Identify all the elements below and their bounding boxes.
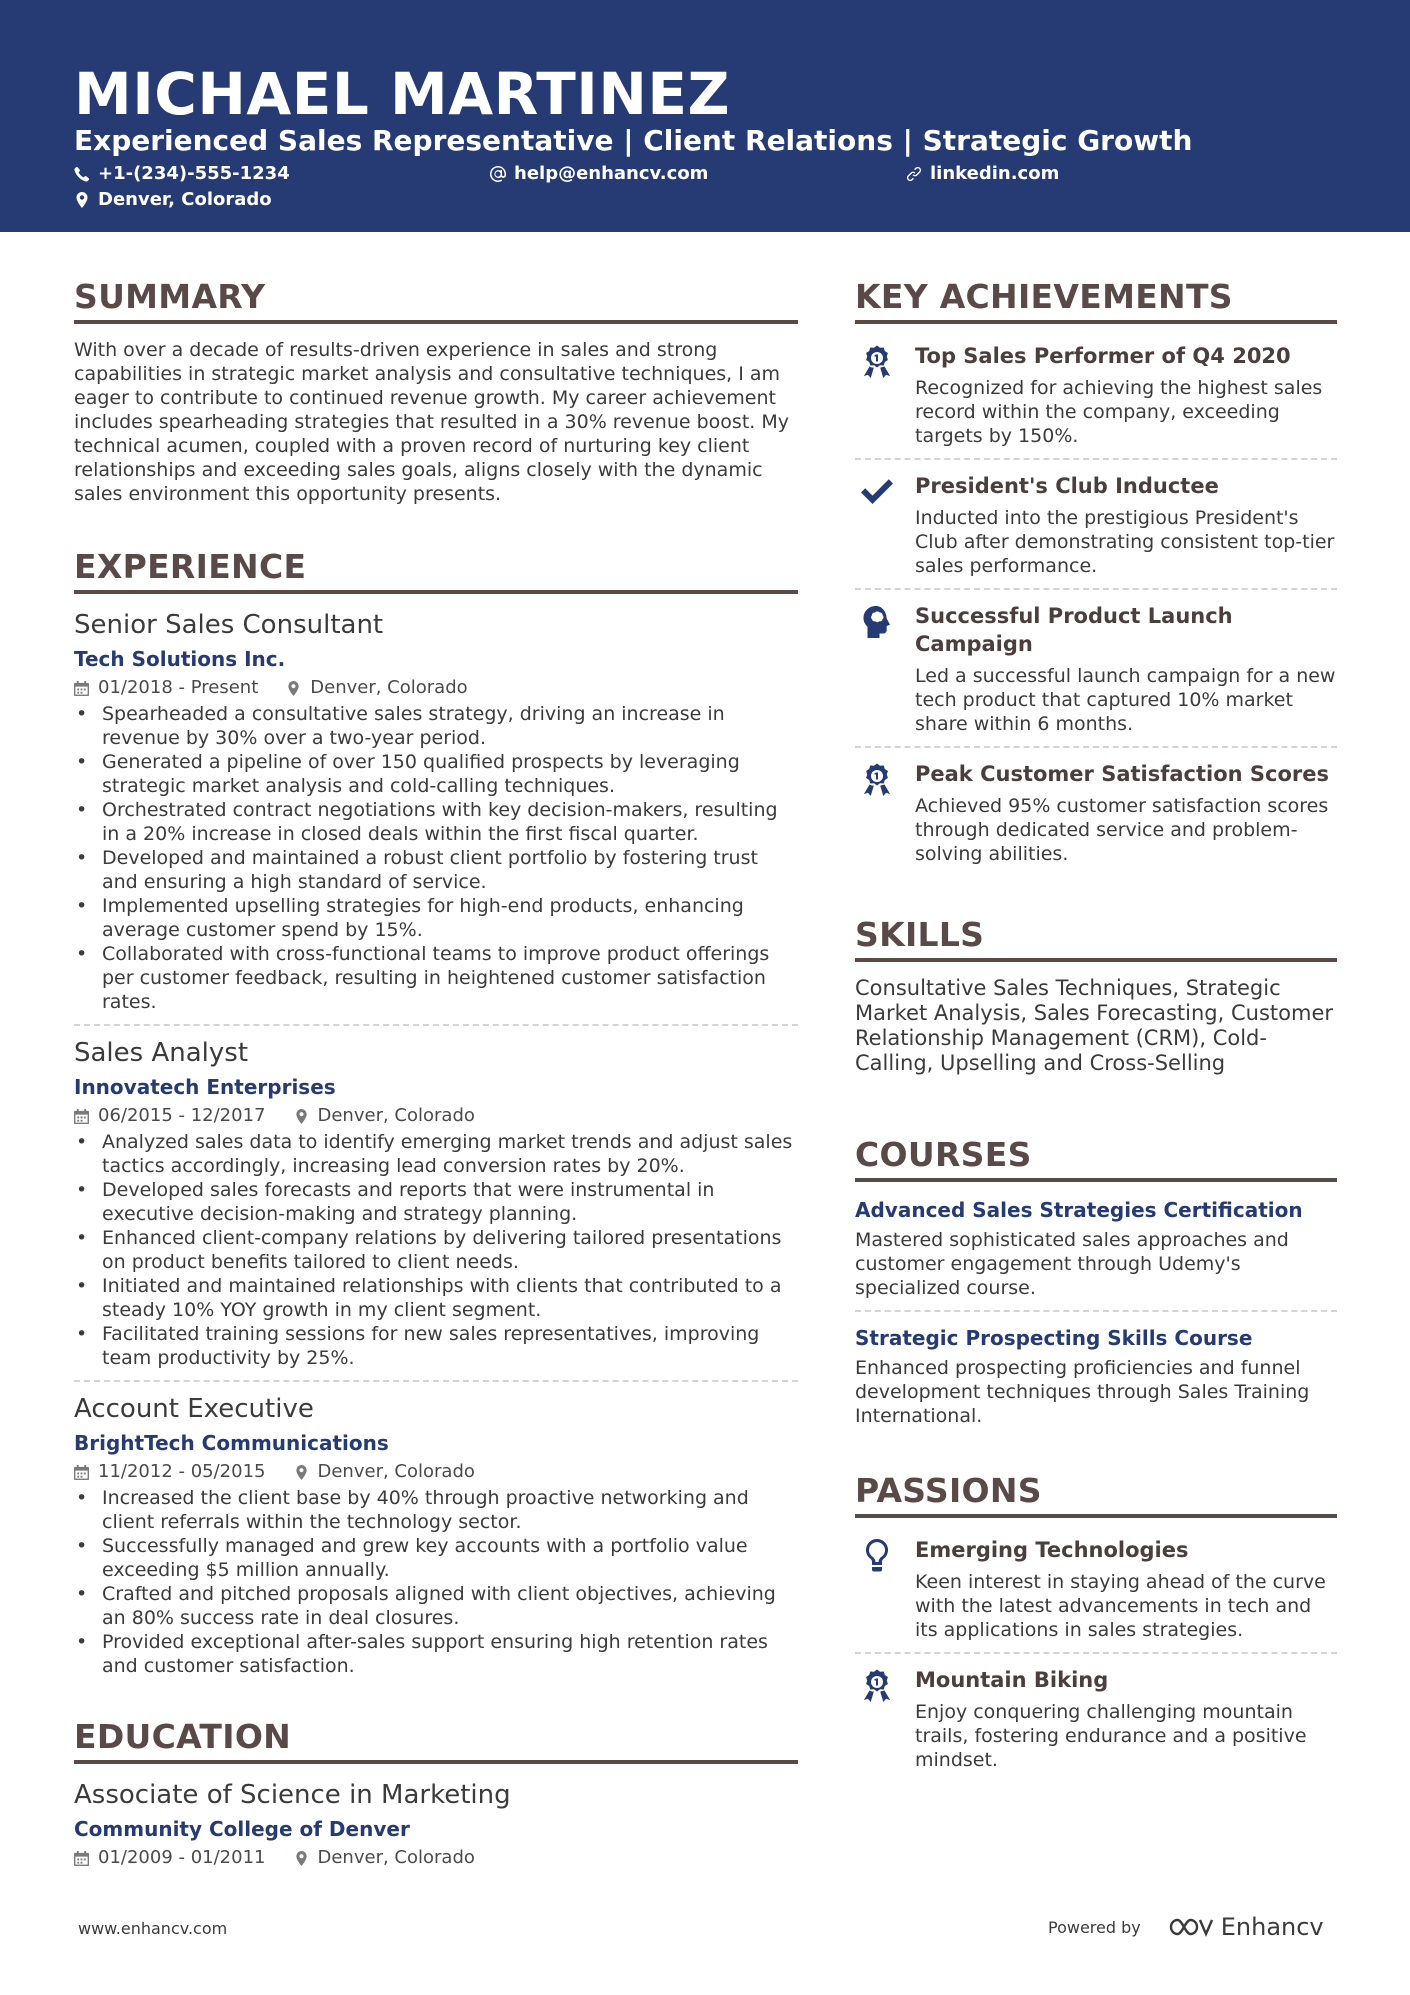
- list-item: • Collaborated with cross-functional teams to improve product offerings per customer feedback, resulting in heightened customer satisfaction rates.: [74, 942, 798, 1014]
- list-item: • Developed sales forecasts and reports that were instrumental in executive decision-making and strategy planning.: [74, 1178, 798, 1226]
- passion-item: [855, 1532, 1337, 1654]
- award-ribbon-icon: [859, 344, 895, 380]
- job-location: [286, 676, 467, 700]
- experience-item: [74, 1036, 798, 1382]
- link-icon: [906, 166, 922, 182]
- map-pin-icon: [74, 192, 90, 208]
- job-meta: [74, 1460, 798, 1484]
- section-title-summary: SUMMARY: [74, 274, 798, 324]
- map-pin-icon: [294, 1851, 309, 1866]
- achievement-desc: Led a successful launch campaign for a new tech product that captured 10% market share within 6 months.: [915, 665, 1336, 735]
- job-location-text: Denver, Colorado: [317, 1461, 475, 1482]
- achievement-item: [855, 338, 1337, 460]
- company-name: BrightTech Communications: [74, 1431, 389, 1455]
- job-dates: 01/2018 - Present: [98, 677, 259, 698]
- summary-section: [74, 274, 798, 506]
- award-ribbon-icon: [859, 762, 895, 798]
- footer-branding: [1048, 1913, 1324, 1941]
- phone-text: +1-(234)-555-1234: [98, 163, 290, 184]
- calendar-icon: [74, 1465, 89, 1480]
- list-item: • Crafted and pitched proposals aligned with client objectives, achieving an 80% success rate in deal closures.: [74, 1582, 798, 1630]
- achievement-desc: Recognized for achieving the highest sales record within the company, exceeding targets by 150%.: [915, 377, 1323, 447]
- skills-section: [855, 912, 1337, 1076]
- list-item: • Initiated and maintained relationships with clients that contributed to a steady 10% YOY growth in my client segment.: [74, 1274, 798, 1322]
- calendar-icon: [74, 1851, 89, 1866]
- course-desc: Mastered sophisticated sales approaches and customer engagement through Udemy's specialized course.: [855, 1229, 1289, 1299]
- resume-header: [0, 0, 1410, 232]
- job-title: Account Executive: [74, 1394, 314, 1424]
- list-item: • Increased the client base by 40% through proactive networking and client referrals within the technology sector.: [74, 1486, 798, 1534]
- achievement-title: President's Club Inductee: [915, 474, 1219, 498]
- course-title: Strategic Prospecting Skills Course: [855, 1326, 1253, 1350]
- section-title-key-achievements: KEY ACHIEVEMENTS: [855, 274, 1337, 324]
- map-pin-icon: [294, 1465, 309, 1480]
- achievement-item: [855, 460, 1337, 590]
- list-item: • Developed and maintained a robust client portfolio by fostering trust and ensuring a high standard of service.: [74, 846, 798, 894]
- passion-desc: Keen interest in staying ahead of the curve with the latest advancements in tech and its applications in sales strategies.: [915, 1571, 1326, 1641]
- list-item: • Implemented upselling strategies for high-end products, enhancing average customer spend by 15%.: [74, 894, 798, 942]
- checkmark-icon: [859, 474, 895, 510]
- contact-linkedin: [906, 162, 1059, 186]
- passion-desc: Enjoy conquering challenging mountain trails, fostering endurance and a positive mindset.: [915, 1701, 1307, 1771]
- company-name: Innovatech Enterprises: [74, 1075, 336, 1099]
- list-item: • Orchestrated contract negotiations with key decision-makers, resulting in a 20% increase in closed deals within the first fiscal quarter.: [74, 798, 798, 846]
- list-item: • Provided exceptional after-sales support ensuring high retention rates and customer satisfaction.: [74, 1630, 798, 1678]
- phone-icon: [74, 166, 90, 182]
- list-item: • Spearheaded a consultative sales strategy, driving an increase in revenue by 30% over a two-year period.: [74, 702, 798, 750]
- achievement-desc: Inducted into the prestigious President's Club after demonstrating consistent top-tier sales performance.: [915, 507, 1335, 577]
- passion-item: [855, 1654, 1337, 1782]
- company-name: Tech Solutions Inc.: [74, 647, 286, 671]
- education-section: [74, 1714, 798, 1870]
- section-title-experience: EXPERIENCE: [74, 544, 798, 594]
- brand-name: Enhancv: [1220, 1913, 1324, 1941]
- linkedin-link[interactable]: linkedin.com: [930, 163, 1060, 184]
- summary-text: With over a decade of results-driven experience in sales and strong capabilities in strategic market analysis and consultative techniques, I am eager to contribute to continued revenue growth. My career achievement includes spearheading strategies that resulted in a 30% revenue boost. My technical acumen, coupled with a proven record of nurturing key client relationships and exceeding sales goals, aligns closely with the dynamic sales environment this opportunity presents.: [74, 339, 789, 505]
- section-title-courses: COURSES: [855, 1132, 1337, 1182]
- achievement-item: [855, 748, 1337, 876]
- award-ribbon-icon: [859, 1668, 895, 1704]
- job-bullets: [74, 1486, 798, 1678]
- passion-title: Mountain Biking: [915, 1668, 1109, 1692]
- location-text: Denver, Colorado: [98, 189, 272, 210]
- list-item: • Generated a pipeline of over 150 qualified prospects by leveraging strategic market analysis and cold-calling techniques.: [74, 750, 798, 798]
- experience-item: [74, 608, 798, 1026]
- candidate-headline: Experienced Sales Representative | Client Relations | Strategic Growth: [74, 124, 1193, 157]
- enhancv-logo[interactable]: [1167, 1913, 1324, 1941]
- calendar-icon: [74, 681, 89, 696]
- lightbulb-icon: [859, 1538, 895, 1574]
- job-meta: [74, 676, 798, 700]
- map-pin-icon: [294, 1109, 309, 1124]
- candidate-name: MICHAEL MARTINEZ: [74, 60, 731, 128]
- list-item: • Facilitated training sessions for new sales representatives, improving team productivity by 25%.: [74, 1322, 798, 1370]
- job-dates: 11/2012 - 05/2015: [98, 1461, 266, 1482]
- section-title-passions: PASSIONS: [855, 1468, 1337, 1518]
- at-sign-icon: [490, 166, 506, 182]
- passion-title: Emerging Technologies: [915, 1538, 1189, 1562]
- course-title: Advanced Sales Strategies Certification: [855, 1198, 1303, 1222]
- list-item: • Analyzed sales data to identify emerging market trends and adjust sales tactics accordingly, increasing lead conversion rates by 20%.: [74, 1130, 798, 1178]
- powered-by-text: Powered by: [1048, 1917, 1141, 1937]
- experience-item: [74, 1392, 798, 1688]
- footer-website[interactable]: www.enhancv.com: [78, 1919, 228, 1938]
- section-title-education: EDUCATION: [74, 1714, 798, 1764]
- contact-phone: [74, 162, 290, 186]
- course-item: [855, 1324, 1337, 1438]
- job-location-text: Denver, Colorado: [310, 677, 468, 698]
- job-title: Senior Sales Consultant: [74, 610, 384, 640]
- contact-email: [490, 162, 708, 186]
- enhancv-logo-icon: [1167, 1915, 1213, 1939]
- school-name: Community College of Denver: [74, 1817, 410, 1841]
- education-dates: 01/2009 - 01/2011: [98, 1847, 266, 1868]
- right-column: [855, 274, 1337, 1782]
- job-location: [294, 1460, 475, 1484]
- list-item: • Successfully managed and grew key accounts with a portfolio value exceeding $5 million annually.: [74, 1534, 798, 1582]
- courses-section: [855, 1132, 1337, 1438]
- job-dates: 06/2015 - 12/2017: [98, 1105, 266, 1126]
- education-location-text: Denver, Colorado: [317, 1847, 475, 1868]
- email-link[interactable]: help@enhancv.com: [514, 163, 709, 184]
- course-item: [855, 1196, 1337, 1312]
- education-meta: [74, 1846, 798, 1870]
- course-desc: Enhanced prospecting proficiencies and funnel development techniques through Sales Training International.: [855, 1357, 1310, 1427]
- job-meta: [74, 1104, 798, 1128]
- education-location: [294, 1846, 475, 1870]
- skills-text: Consultative Sales Techniques, Strategic Market Analysis, Sales Forecasting, Customer Relationship Management (CRM), Cold-Calling, Upselling and Cross-Selling: [855, 976, 1333, 1075]
- job-title: Sales Analyst: [74, 1038, 249, 1068]
- job-bullets: [74, 1130, 798, 1370]
- passions-section: [855, 1468, 1337, 1782]
- job-bullets: [74, 702, 798, 1014]
- job-location-text: Denver, Colorado: [317, 1105, 475, 1126]
- section-title-skills: SKILLS: [855, 912, 1337, 962]
- achievement-desc: Achieved 95% customer satisfaction scores through dedicated service and problem-solving abilities.: [915, 795, 1329, 865]
- list-item: • Enhanced client-company relations by delivering tailored presentations on product benefits tailored to client needs.: [74, 1226, 798, 1274]
- achievement-item: [855, 590, 1337, 748]
- achievement-title: Peak Customer Satisfaction Scores: [915, 762, 1330, 786]
- achievements-section: [855, 274, 1337, 876]
- contact-location: [74, 188, 272, 212]
- map-pin-icon: [286, 681, 301, 696]
- calendar-icon: [74, 1109, 89, 1124]
- experience-section: [74, 544, 798, 1688]
- job-location: [294, 1104, 475, 1128]
- head-brain-icon: [859, 604, 895, 640]
- left-column: [74, 274, 798, 1872]
- degree-title: Associate of Science in Marketing: [74, 1780, 511, 1810]
- achievement-title: Successful Product Launch Campaign: [915, 604, 1233, 656]
- achievement-title: Top Sales Performer of Q4 2020: [915, 344, 1291, 368]
